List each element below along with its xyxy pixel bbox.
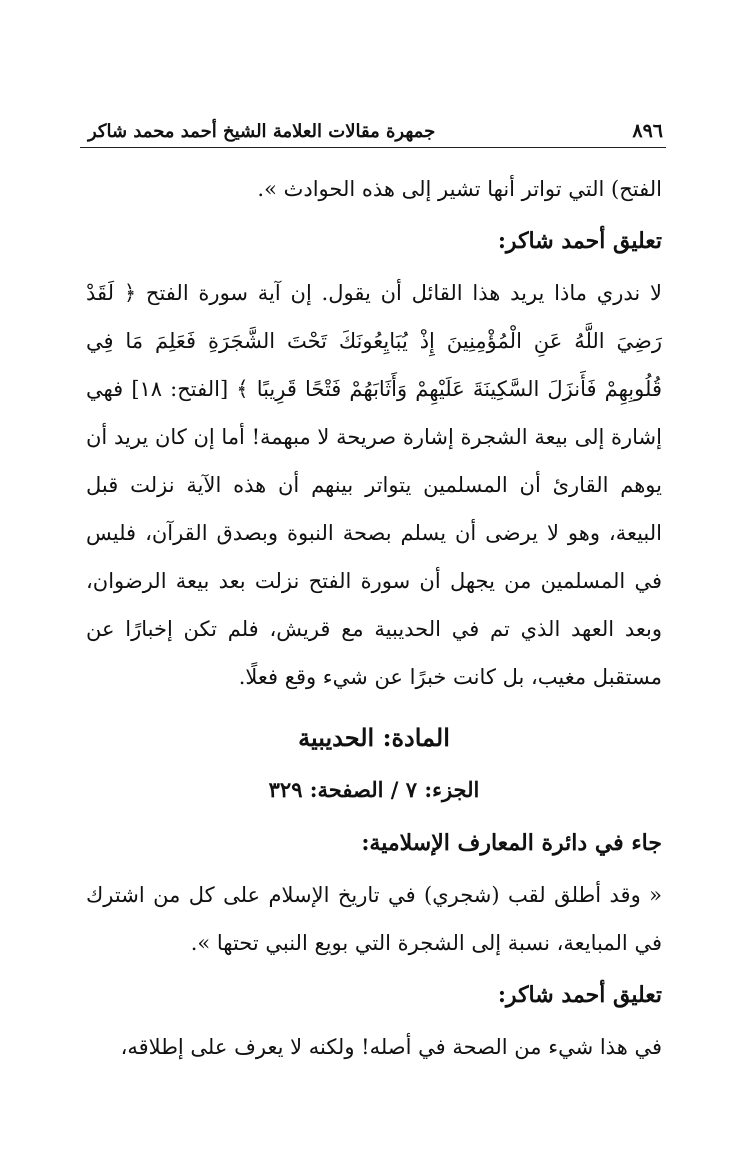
comment-paragraph-2: في هذا شيء من الصحة في أصله! ولكنه لا يعرف على إطلاقه، <box>120 1035 662 1059</box>
section-title: المادة: الحديبية <box>298 723 450 752</box>
comment-heading: تعليق أحمد شاكر: <box>497 228 662 254</box>
paragraph-continuation: الفتح) التي تواتر أنها تشير إلى هذه الحوادث ». <box>257 177 662 201</box>
section-reference: الجزء: ٧ / الصفحة: ٣٢٩ <box>268 777 480 802</box>
comment-paragraph: لا ندري ماذا يريد هذا القائل أن يقول. إن آية سورة الفتح ﴿ لَقَدْ رَضِيَ اللَّهُ عَنِ الْمُؤْمِنِينَ إِذْ يُبَايِعُونَكَ تَحْتَ الشَّجَرَةِ فَعَلِمَ مَا فِي قُلُوبِهِمْ فَأَنزَلَ السَّكِينَةَ عَلَيْهِمْ وَأَثَابَهُمْ فَتْحًا قَرِيبًا ﴾ [الفتح: ١٨] فهي إشارة إلى بيعة الشجرة إشارة صريحة لا مبهمة! أما إن كان يريد أن يوهم القارئ أن المسلمين يتواتر بينهم أن هذه الآية نزلت قبل البيعة، وهو لا يرضى أن يسلم بصحة النبوة وبصدق القرآن، فليس في المسلمين من يجهل أن سورة الفتح نزلت بعد بيعة الرضوان، وبعد العهد الذي تم في الحديبية مع قريش، فلم تكن إخبارًا عن مستقبل مغيب، بل كانت خبرًا عن شيء وقع فعلًا. <box>86 281 662 689</box>
page-body <box>86 165 662 1071</box>
comment-heading-2: تعليق أحمد شاكر: <box>497 982 662 1008</box>
header-divider <box>80 147 666 148</box>
page-number: ٨٩٦ <box>632 120 663 142</box>
encyclopedia-quote: « وقد أطلق لقب (شجري) في تاريخ الإسلام على كل من اشترك في المبايعة، نسبة إلى الشجرة التي بويع النبي تحتها ». <box>86 883 662 955</box>
running-header <box>88 108 663 142</box>
book-title: جمهرة مقالات العلامة الشيخ أحمد محمد شاكر <box>88 121 436 142</box>
encyclopedia-heading: جاء في دائرة المعارف الإسلامية: <box>361 830 662 856</box>
